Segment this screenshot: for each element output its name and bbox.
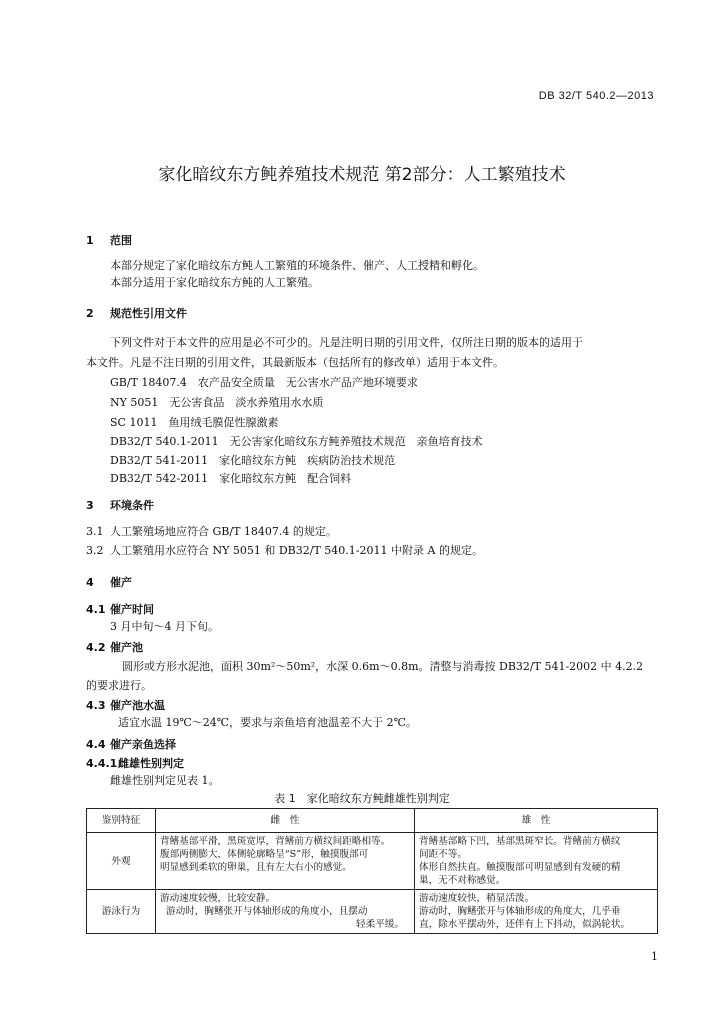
- table-row-label: 外观: [87, 833, 156, 890]
- subsection-title: 催产时间: [110, 603, 154, 616]
- document-title: 家化暗纹东方鲀养殖技术规范 第2部分：人工繁殖技术: [158, 165, 566, 185]
- clause-number: 4.2: [86, 641, 106, 654]
- section-number: 3: [86, 499, 94, 512]
- page-number: 1: [651, 950, 658, 963]
- table-row: [87, 833, 658, 890]
- reference-item: GB/T 18407.4 农产品安全质量 无公害水产品产地环境要求: [110, 376, 418, 389]
- clause-text: 人工繁殖用水应符合 NY 5051 和 DB32/T 540.1-2011 中附录 A 的规定。: [110, 544, 483, 557]
- subsection-title: 雌雄性别判定: [118, 757, 184, 770]
- paragraph: 圆形或方形水泥池，面积 30m²～50m²，水深 0.6m～0.8m。清整与消毒按 DB32/T 541-2002 中 4.2.2: [122, 660, 644, 673]
- reference-item: DB32/T 540.1-2011 无公害家化暗纹东方鲀养殖技术规范 亲鱼培育技术: [110, 435, 483, 448]
- table-cell-female: [156, 890, 415, 934]
- paragraph: 雌雄性别判定见表 1。: [110, 774, 220, 787]
- paragraph: 下列文件对于本文件的应用是必不可少的。凡是注明日期的引用文件，仅所注日期的版本的适用于: [110, 336, 583, 349]
- table-header-cell: 雄 性: [415, 809, 658, 833]
- clause-text: 人工繁殖场地应符合 GB/T 18407.4 的规定。: [110, 525, 337, 538]
- cell-line: 腹部两侧膨大，体侧轮廓略呈“S”形，触摸腹部可: [160, 849, 369, 860]
- table-header-cell: 雌 性: [156, 809, 415, 833]
- subsection-heading: [86, 755, 184, 771]
- cell-line: 游动速度较慢，比较安静。: [160, 893, 276, 904]
- reference-item: DB32/T 541-2011 家化暗纹东方鲀 疾病防治技术规范: [110, 454, 396, 467]
- cell-line: 明显感到柔软的卵巢，且有左大右小的感觉。: [160, 862, 352, 873]
- section-title: 催产: [110, 576, 132, 589]
- clause-number: 3.2: [86, 544, 104, 557]
- paragraph: 本文件。凡是不注日期的引用文件，其最新版本（包括所有的修改单）适用于本文件。: [86, 356, 504, 369]
- sex-determination-table: [86, 808, 658, 934]
- table-header-row: [87, 809, 658, 833]
- clause-number: 4.1: [86, 603, 106, 616]
- cell-line: 间距不等。: [419, 849, 467, 860]
- cell-line: 游动时，胸鳍张开与体轴形成的角度大，几乎垂: [419, 906, 621, 917]
- section-2-heading: [86, 305, 187, 321]
- paragraph: 适宜水温 19℃～24℃，要求与亲鱼培育池温差不大于 2℃。: [118, 716, 417, 729]
- cell-line: 直，除水平摆动外，还伴有上下抖动，似涡轮状。: [419, 919, 631, 930]
- clause: [86, 523, 337, 540]
- subsection-heading: [86, 736, 176, 752]
- section-title: 环境条件: [110, 499, 154, 512]
- clause-number: 4.4.1: [86, 757, 118, 770]
- reference-item: NY 5051 无公害食品 淡水养殖用水水质: [110, 396, 324, 409]
- subsection-title: 催产池: [110, 641, 143, 654]
- table-row-label: 游泳行为: [87, 890, 156, 934]
- subsection-heading: [86, 601, 154, 617]
- cell-line: 游动速度较快，稍显活泼。: [419, 893, 535, 904]
- paragraph: 本部分适用于家化暗纹东方鲀的人工繁殖。: [110, 276, 319, 289]
- cell-line: 背鳍基部平滑，黑斑宽厚，背鳍前方横纹间距略相等。: [160, 836, 391, 847]
- table-cell-male: [415, 833, 658, 890]
- clause-number: 3.1: [86, 525, 104, 538]
- clause-number: 4.3: [86, 699, 106, 712]
- clause: [86, 542, 483, 559]
- reference-item: SC 1011 鱼用绒毛膜促性腺激素: [110, 416, 279, 429]
- table-cell-female: [156, 833, 415, 890]
- paragraph: 本部分规定了家化暗纹东方鲀人工繁殖的环境条件、催产、人工授精和孵化。: [110, 259, 484, 272]
- subsection-title: 催产亲鱼选择: [110, 738, 176, 751]
- cell-line: 巢，无不对称感觉。: [419, 875, 506, 886]
- section-3-heading: [86, 497, 154, 513]
- cell-line: 轻柔平缓。: [356, 919, 404, 930]
- subsection-heading: [86, 697, 165, 713]
- section-number: 4: [86, 576, 94, 589]
- table-caption: 表 1 家化暗纹东方鲀雌雄性别判定: [274, 792, 450, 805]
- section-4-heading: [86, 574, 132, 590]
- cell-line: 体形自然扶直。触摸腹部可明显感到有发硬的精: [419, 862, 621, 873]
- cell-line: 游动时，胸鳍张开与体轴形成的角度小，且摆动: [166, 906, 368, 917]
- standard-number: DB 32/T 540.2—2013: [538, 90, 654, 102]
- table-row: [87, 890, 658, 934]
- table-header-cell: 鉴别特征: [87, 809, 156, 833]
- table-cell-male: [415, 890, 658, 934]
- paragraph: 3 月中旬～4 月下旬。: [110, 620, 219, 633]
- section-number: 2: [86, 307, 94, 320]
- paragraph: 的要求进行。: [86, 679, 152, 692]
- section-1-heading: [86, 232, 132, 248]
- reference-item: DB32/T 542-2011 家化暗纹东方鲀 配合饲料: [110, 472, 352, 485]
- subsection-heading: [86, 639, 143, 655]
- subsection-title: 催产池水温: [110, 699, 165, 712]
- section-title: 范围: [110, 234, 132, 247]
- cell-line: 背鳍基部略下凹，基部黑斑窄长。背鳍前方横纹: [419, 836, 621, 847]
- section-number: 1: [86, 234, 94, 247]
- clause-number: 4.4: [86, 738, 106, 751]
- section-title: 规范性引用文件: [110, 307, 187, 320]
